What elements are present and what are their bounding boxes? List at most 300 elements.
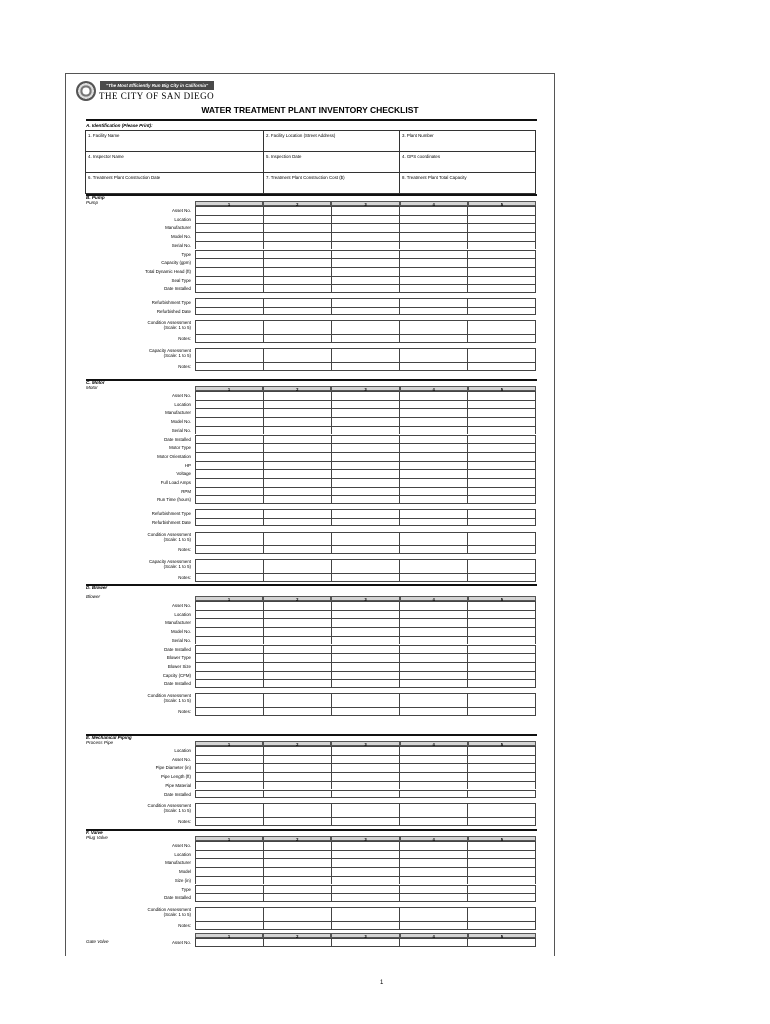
input-cell[interactable] <box>467 694 536 707</box>
input-cell[interactable] <box>331 842 399 850</box>
input-cell[interactable] <box>467 519 536 526</box>
input-cell[interactable] <box>331 851 399 859</box>
identification-field[interactable]: 2. Facility Location (Street Address) <box>263 131 399 151</box>
input-cell[interactable] <box>399 268 467 276</box>
input-cell[interactable] <box>195 708 263 715</box>
input-cell[interactable] <box>263 436 331 444</box>
input-cell[interactable] <box>399 680 467 687</box>
input-cell[interactable] <box>467 533 536 546</box>
input-cell[interactable] <box>331 233 399 241</box>
input-cell[interactable] <box>331 868 399 876</box>
input-cell[interactable] <box>467 224 536 232</box>
input-cell[interactable] <box>263 519 331 526</box>
input-cell[interactable] <box>195 747 263 755</box>
input-cell[interactable] <box>467 764 536 772</box>
input-cell[interactable] <box>195 818 263 825</box>
input-cell[interactable] <box>467 877 536 885</box>
input-cell[interactable] <box>263 694 331 707</box>
input-cell[interactable] <box>467 782 536 790</box>
input-cell[interactable] <box>399 756 467 764</box>
input-cell[interactable] <box>263 510 331 518</box>
input-cell[interactable] <box>195 672 263 680</box>
input-cell[interactable] <box>195 462 263 470</box>
input-cell[interactable] <box>195 285 263 292</box>
input-cell[interactable] <box>331 574 399 581</box>
input-cell[interactable] <box>195 680 263 687</box>
input-cell[interactable] <box>399 782 467 790</box>
input-cell[interactable] <box>263 335 331 342</box>
input-cell[interactable] <box>399 251 467 259</box>
input-cell[interactable] <box>263 363 331 370</box>
input-cell[interactable] <box>263 708 331 715</box>
input-cell[interactable] <box>195 308 263 315</box>
input-cell[interactable] <box>399 939 467 946</box>
input-cell[interactable] <box>195 602 263 610</box>
input-cell[interactable] <box>399 851 467 859</box>
input-cell[interactable] <box>195 694 263 707</box>
input-cell[interactable] <box>263 646 331 654</box>
input-cell[interactable] <box>331 488 399 496</box>
input-cell[interactable] <box>331 453 399 461</box>
input-cell[interactable] <box>399 646 467 654</box>
input-cell[interactable] <box>467 470 536 478</box>
input-cell[interactable] <box>399 259 467 267</box>
input-cell[interactable] <box>331 321 399 334</box>
input-cell[interactable] <box>195 409 263 417</box>
input-cell[interactable] <box>331 268 399 276</box>
input-cell[interactable] <box>399 611 467 619</box>
input-cell[interactable] <box>263 268 331 276</box>
input-cell[interactable] <box>263 488 331 496</box>
input-cell[interactable] <box>195 251 263 259</box>
input-cell[interactable] <box>263 818 331 825</box>
input-cell[interactable] <box>399 462 467 470</box>
input-cell[interactable] <box>263 782 331 790</box>
identification-field[interactable]: 6. Treatment Plant Construction Date <box>85 173 263 193</box>
identification-field[interactable]: 1. Facility Name <box>85 131 263 151</box>
input-cell[interactable] <box>399 401 467 409</box>
input-cell[interactable] <box>467 462 536 470</box>
identification-field[interactable]: 3. Plant Number <box>399 131 536 151</box>
input-cell[interactable] <box>263 299 331 307</box>
input-cell[interactable] <box>263 479 331 487</box>
input-cell[interactable] <box>467 922 536 929</box>
input-cell[interactable] <box>399 922 467 929</box>
input-cell[interactable] <box>263 747 331 755</box>
input-cell[interactable] <box>331 479 399 487</box>
input-cell[interactable] <box>263 216 331 224</box>
input-cell[interactable] <box>263 349 331 362</box>
input-cell[interactable] <box>263 259 331 267</box>
input-cell[interactable] <box>195 619 263 627</box>
input-cell[interactable] <box>195 842 263 850</box>
input-cell[interactable] <box>399 363 467 370</box>
input-cell[interactable] <box>467 251 536 259</box>
input-cell[interactable] <box>195 654 263 662</box>
input-cell[interactable] <box>263 894 331 901</box>
input-cell[interactable] <box>195 401 263 409</box>
input-cell[interactable] <box>195 646 263 654</box>
input-cell[interactable] <box>263 409 331 417</box>
input-cell[interactable] <box>195 444 263 452</box>
input-cell[interactable] <box>467 207 536 215</box>
input-cell[interactable] <box>263 602 331 610</box>
input-cell[interactable] <box>467 646 536 654</box>
input-cell[interactable] <box>399 488 467 496</box>
input-cell[interactable] <box>399 694 467 707</box>
input-cell[interactable] <box>331 462 399 470</box>
input-cell[interactable] <box>263 427 331 435</box>
input-cell[interactable] <box>195 877 263 885</box>
input-cell[interactable] <box>195 868 263 876</box>
input-cell[interactable] <box>331 444 399 452</box>
input-cell[interactable] <box>331 602 399 610</box>
input-cell[interactable] <box>331 672 399 680</box>
input-cell[interactable] <box>331 747 399 755</box>
input-cell[interactable] <box>195 479 263 487</box>
input-cell[interactable] <box>467 886 536 894</box>
input-cell[interactable] <box>195 510 263 518</box>
input-cell[interactable] <box>467 436 536 444</box>
input-cell[interactable] <box>399 619 467 627</box>
input-cell[interactable] <box>331 427 399 435</box>
input-cell[interactable] <box>467 277 536 285</box>
input-cell[interactable] <box>331 546 399 553</box>
input-cell[interactable] <box>467 233 536 241</box>
input-cell[interactable] <box>467 335 536 342</box>
input-cell[interactable] <box>399 285 467 292</box>
input-cell[interactable] <box>467 488 536 496</box>
input-cell[interactable] <box>331 363 399 370</box>
input-cell[interactable] <box>467 818 536 825</box>
input-cell[interactable] <box>399 628 467 636</box>
input-cell[interactable] <box>331 877 399 885</box>
input-cell[interactable] <box>331 335 399 342</box>
input-cell[interactable] <box>331 207 399 215</box>
input-cell[interactable] <box>195 233 263 241</box>
input-cell[interactable] <box>467 268 536 276</box>
input-cell[interactable] <box>467 791 536 798</box>
input-cell[interactable] <box>467 321 536 334</box>
input-cell[interactable] <box>263 611 331 619</box>
input-cell[interactable] <box>399 886 467 894</box>
input-cell[interactable] <box>195 859 263 867</box>
input-cell[interactable] <box>331 708 399 715</box>
input-cell[interactable] <box>467 242 536 250</box>
input-cell[interactable] <box>331 773 399 781</box>
input-cell[interactable] <box>399 409 467 417</box>
input-cell[interactable] <box>331 646 399 654</box>
input-cell[interactable] <box>467 602 536 610</box>
input-cell[interactable] <box>195 908 263 921</box>
input-cell[interactable] <box>263 392 331 400</box>
input-cell[interactable] <box>331 224 399 232</box>
input-cell[interactable] <box>195 216 263 224</box>
input-cell[interactable] <box>399 321 467 334</box>
input-cell[interactable] <box>195 335 263 342</box>
input-cell[interactable] <box>263 619 331 627</box>
input-cell[interactable] <box>467 680 536 687</box>
input-cell[interactable] <box>195 519 263 526</box>
input-cell[interactable] <box>399 791 467 798</box>
input-cell[interactable] <box>399 207 467 215</box>
input-cell[interactable] <box>399 654 467 662</box>
input-cell[interactable] <box>399 859 467 867</box>
input-cell[interactable] <box>399 519 467 526</box>
input-cell[interactable] <box>399 842 467 850</box>
input-cell[interactable] <box>331 756 399 764</box>
input-cell[interactable] <box>263 233 331 241</box>
input-cell[interactable] <box>467 663 536 671</box>
input-cell[interactable] <box>399 574 467 581</box>
input-cell[interactable] <box>263 756 331 764</box>
input-cell[interactable] <box>467 851 536 859</box>
input-cell[interactable] <box>467 546 536 553</box>
input-cell[interactable] <box>263 321 331 334</box>
input-cell[interactable] <box>263 470 331 478</box>
input-cell[interactable] <box>331 401 399 409</box>
input-cell[interactable] <box>331 804 399 817</box>
input-cell[interactable] <box>331 560 399 573</box>
input-cell[interactable] <box>467 747 536 755</box>
input-cell[interactable] <box>263 851 331 859</box>
input-cell[interactable] <box>399 418 467 426</box>
input-cell[interactable] <box>331 436 399 444</box>
input-cell[interactable] <box>467 908 536 921</box>
input-cell[interactable] <box>195 349 263 362</box>
input-cell[interactable] <box>399 663 467 671</box>
input-cell[interactable] <box>467 453 536 461</box>
input-cell[interactable] <box>195 207 263 215</box>
input-cell[interactable] <box>399 427 467 435</box>
input-cell[interactable] <box>331 519 399 526</box>
input-cell[interactable] <box>399 747 467 755</box>
input-cell[interactable] <box>399 308 467 315</box>
input-cell[interactable] <box>195 782 263 790</box>
input-cell[interactable] <box>195 321 263 334</box>
input-cell[interactable] <box>195 363 263 370</box>
input-cell[interactable] <box>331 764 399 772</box>
input-cell[interactable] <box>263 859 331 867</box>
input-cell[interactable] <box>331 922 399 929</box>
input-cell[interactable] <box>467 349 536 362</box>
input-cell[interactable] <box>399 804 467 817</box>
input-cell[interactable] <box>263 922 331 929</box>
input-cell[interactable] <box>263 804 331 817</box>
input-cell[interactable] <box>399 444 467 452</box>
input-cell[interactable] <box>263 908 331 921</box>
input-cell[interactable] <box>331 418 399 426</box>
input-cell[interactable] <box>399 764 467 772</box>
input-cell[interactable] <box>399 510 467 518</box>
input-cell[interactable] <box>263 628 331 636</box>
input-cell[interactable] <box>263 444 331 452</box>
input-cell[interactable] <box>399 349 467 362</box>
input-cell[interactable] <box>195 427 263 435</box>
input-cell[interactable] <box>399 708 467 715</box>
input-cell[interactable] <box>331 496 399 503</box>
input-cell[interactable] <box>331 533 399 546</box>
input-cell[interactable] <box>467 216 536 224</box>
input-cell[interactable] <box>399 908 467 921</box>
input-cell[interactable] <box>263 401 331 409</box>
input-cell[interactable] <box>263 663 331 671</box>
input-cell[interactable] <box>467 708 536 715</box>
input-cell[interactable] <box>399 496 467 503</box>
input-cell[interactable] <box>263 546 331 553</box>
input-cell[interactable] <box>399 868 467 876</box>
input-cell[interactable] <box>263 462 331 470</box>
input-cell[interactable] <box>263 533 331 546</box>
input-cell[interactable] <box>195 637 263 645</box>
input-cell[interactable] <box>331 859 399 867</box>
input-cell[interactable] <box>331 349 399 362</box>
input-cell[interactable] <box>467 363 536 370</box>
input-cell[interactable] <box>263 560 331 573</box>
input-cell[interactable] <box>195 851 263 859</box>
input-cell[interactable] <box>195 804 263 817</box>
input-cell[interactable] <box>331 251 399 259</box>
identification-field[interactable]: 8. Treatment Plant Total Capacity <box>399 173 536 193</box>
input-cell[interactable] <box>263 672 331 680</box>
input-cell[interactable] <box>399 894 467 901</box>
input-cell[interactable] <box>467 842 536 850</box>
input-cell[interactable] <box>195 663 263 671</box>
input-cell[interactable] <box>195 259 263 267</box>
input-cell[interactable] <box>263 939 331 946</box>
input-cell[interactable] <box>399 479 467 487</box>
input-cell[interactable] <box>399 470 467 478</box>
input-cell[interactable] <box>399 233 467 241</box>
input-cell[interactable] <box>195 268 263 276</box>
input-cell[interactable] <box>263 251 331 259</box>
input-cell[interactable] <box>331 619 399 627</box>
input-cell[interactable] <box>399 818 467 825</box>
input-cell[interactable] <box>195 453 263 461</box>
input-cell[interactable] <box>467 259 536 267</box>
input-cell[interactable] <box>331 818 399 825</box>
input-cell[interactable] <box>195 242 263 250</box>
input-cell[interactable] <box>195 886 263 894</box>
input-cell[interactable] <box>467 299 536 307</box>
input-cell[interactable] <box>195 628 263 636</box>
input-cell[interactable] <box>195 939 263 946</box>
input-cell[interactable] <box>467 444 536 452</box>
input-cell[interactable] <box>331 694 399 707</box>
input-cell[interactable] <box>195 299 263 307</box>
input-cell[interactable] <box>263 207 331 215</box>
input-cell[interactable] <box>467 619 536 627</box>
input-cell[interactable] <box>263 496 331 503</box>
input-cell[interactable] <box>467 392 536 400</box>
input-cell[interactable] <box>195 764 263 772</box>
input-cell[interactable] <box>263 877 331 885</box>
input-cell[interactable] <box>467 560 536 573</box>
input-cell[interactable] <box>467 672 536 680</box>
input-cell[interactable] <box>331 628 399 636</box>
input-cell[interactable] <box>399 335 467 342</box>
input-cell[interactable] <box>467 868 536 876</box>
input-cell[interactable] <box>195 756 263 764</box>
input-cell[interactable] <box>331 308 399 315</box>
input-cell[interactable] <box>331 886 399 894</box>
input-cell[interactable] <box>195 392 263 400</box>
input-cell[interactable] <box>331 663 399 671</box>
input-cell[interactable] <box>399 299 467 307</box>
input-cell[interactable] <box>467 894 536 901</box>
input-cell[interactable] <box>195 922 263 929</box>
input-cell[interactable] <box>399 224 467 232</box>
input-cell[interactable] <box>195 533 263 546</box>
input-cell[interactable] <box>331 637 399 645</box>
input-cell[interactable] <box>195 791 263 798</box>
input-cell[interactable] <box>331 277 399 285</box>
input-cell[interactable] <box>331 791 399 798</box>
input-cell[interactable] <box>467 308 536 315</box>
input-cell[interactable] <box>195 496 263 503</box>
input-cell[interactable] <box>195 560 263 573</box>
input-cell[interactable] <box>331 470 399 478</box>
input-cell[interactable] <box>195 418 263 426</box>
input-cell[interactable] <box>399 216 467 224</box>
input-cell[interactable] <box>195 488 263 496</box>
input-cell[interactable] <box>467 611 536 619</box>
input-cell[interactable] <box>467 409 536 417</box>
input-cell[interactable] <box>399 560 467 573</box>
input-cell[interactable] <box>263 868 331 876</box>
input-cell[interactable] <box>331 409 399 417</box>
input-cell[interactable] <box>263 637 331 645</box>
input-cell[interactable] <box>195 894 263 901</box>
input-cell[interactable] <box>331 908 399 921</box>
input-cell[interactable] <box>331 259 399 267</box>
input-cell[interactable] <box>195 546 263 553</box>
input-cell[interactable] <box>263 791 331 798</box>
input-cell[interactable] <box>195 611 263 619</box>
input-cell[interactable] <box>467 510 536 518</box>
input-cell[interactable] <box>195 436 263 444</box>
input-cell[interactable] <box>331 392 399 400</box>
input-cell[interactable] <box>399 672 467 680</box>
identification-field[interactable]: 4. GPS coordinates <box>399 152 536 172</box>
input-cell[interactable] <box>467 756 536 764</box>
input-cell[interactable] <box>399 637 467 645</box>
input-cell[interactable] <box>331 680 399 687</box>
input-cell[interactable] <box>263 453 331 461</box>
input-cell[interactable] <box>263 242 331 250</box>
input-cell[interactable] <box>399 533 467 546</box>
input-cell[interactable] <box>263 654 331 662</box>
input-cell[interactable] <box>467 427 536 435</box>
input-cell[interactable] <box>331 939 399 946</box>
input-cell[interactable] <box>467 654 536 662</box>
input-cell[interactable] <box>263 418 331 426</box>
input-cell[interactable] <box>331 216 399 224</box>
input-cell[interactable] <box>195 470 263 478</box>
input-cell[interactable] <box>331 654 399 662</box>
input-cell[interactable] <box>263 842 331 850</box>
input-cell[interactable] <box>399 602 467 610</box>
input-cell[interactable] <box>263 277 331 285</box>
input-cell[interactable] <box>399 453 467 461</box>
input-cell[interactable] <box>399 877 467 885</box>
identification-field[interactable]: 4. Inspector Name <box>85 152 263 172</box>
input-cell[interactable] <box>467 574 536 581</box>
input-cell[interactable] <box>263 886 331 894</box>
input-cell[interactable] <box>467 418 536 426</box>
input-cell[interactable] <box>399 242 467 250</box>
input-cell[interactable] <box>467 285 536 292</box>
